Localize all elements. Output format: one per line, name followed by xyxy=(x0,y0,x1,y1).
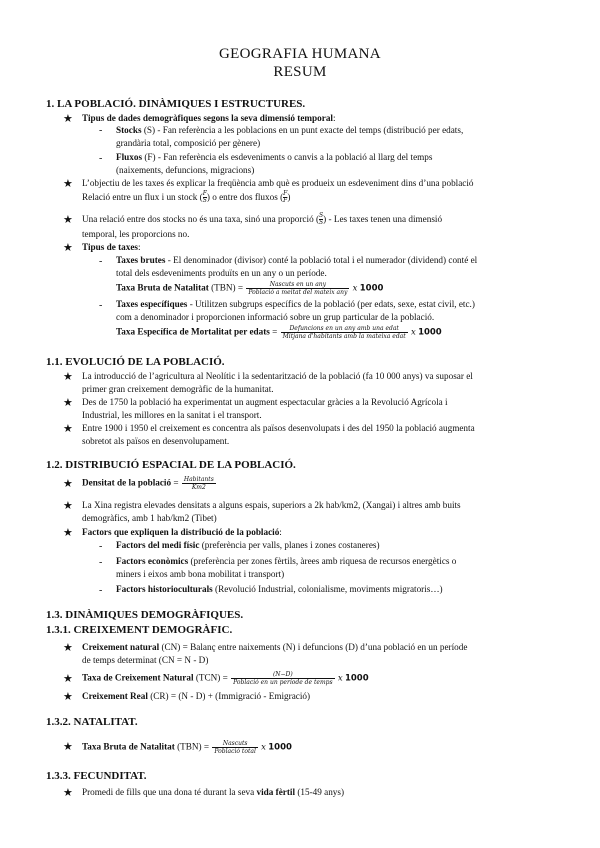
specific-rates-line-2: com a denominador i proporcionen informació sobre un grup particular de la població. xyxy=(116,312,435,322)
dash-bullet-icon: - xyxy=(99,585,103,596)
fraction-f-over-f: $\frac{F}{F}$ xyxy=(283,190,288,205)
taxes-objective-line-1: L’objectiu de les taxes és explicar la freqüència amb què es produeix un esdeveniment dins d’una població xyxy=(82,178,474,188)
section-1-3-2-heading: 1.3.2. NATALITAT. xyxy=(46,716,138,728)
economic-factors-line-2: miners i eixos amb bona mobilitat i transport) xyxy=(116,569,285,579)
factors-heading: Factors que expliquen la distribució de la població: xyxy=(82,527,282,537)
document-title: GEOGRAFIA HUMANA xyxy=(219,46,381,62)
tbn-formula: Taxa Bruta de Natalitat (TBN) = $\frac{\text{Nascuts en un any}}{\text{Població a meitat del mateix any}}$ x 1000 xyxy=(116,281,384,296)
star-bullet-icon: ★ xyxy=(63,500,73,512)
star-bullet-icon: ★ xyxy=(63,397,73,409)
star-bullet-icon: ★ xyxy=(63,478,73,490)
dash-bullet-icon: - xyxy=(99,153,103,164)
stocks-line-1: Stocks (S) - Fan referència a les poblacions en un punt exacte del temps (distribució per edats, xyxy=(116,125,464,135)
stocks-line-2: grandària total, composició per gènere) xyxy=(116,138,261,148)
section-1-3-heading: 1.3. DINÀMIQUES DEMOGRÀFIQUES. xyxy=(46,609,244,621)
star-bullet-icon: ★ xyxy=(63,178,73,190)
star-bullet-icon: ★ xyxy=(63,691,73,703)
dash-bullet-icon: - xyxy=(99,256,103,267)
star-bullet-icon: ★ xyxy=(63,787,73,799)
star-bullet-icon: ★ xyxy=(63,214,73,226)
section-1-3-3-heading: 1.3.3. FECUNDITAT. xyxy=(46,770,147,782)
dash-bullet-icon: - xyxy=(99,125,103,136)
real-growth: Creixement Real (CR) = (N - D) + (Immigració - Emigració) xyxy=(82,691,311,701)
star-bullet-icon: ★ xyxy=(63,741,73,753)
star-bullet-icon: ★ xyxy=(63,371,73,383)
tbn2-formula: Taxa Bruta de Natalitat (TBN) = $\frac{\text{Nascuts}}{\text{Població total}}$ x 1000 xyxy=(82,740,292,755)
evolution-p1-line-1: La introducció de l’agricultura al Neolític i la sedentarització de la població (fa 10 000 anys) va suposar el xyxy=(82,371,473,381)
star-bullet-icon: ★ xyxy=(63,113,73,125)
china-line-2: demogràfics, amb 1 hab/km2 (Tibet) xyxy=(82,513,217,523)
star-bullet-icon: ★ xyxy=(63,527,73,539)
economic-factors-line-1: Factors econòmics (preferència per zones fèrtils, àrees amb riquesa de recursos energètics o xyxy=(116,556,457,566)
section-1-3-1-heading: 1.3.1. CREIXEMENT DEMOGRÀFIC. xyxy=(46,624,233,636)
tcn-formula: Taxa de Creixement Natural (TCN) = $\frac{(N-D)}{\text{Població en un període de temps}}$ x 1000 xyxy=(82,671,369,686)
natural-growth-line-1: Creixement natural (CN) = Balanç entre naixements (N) i defuncions (D) d’una població en un període xyxy=(82,642,468,652)
taxes-objective-line-2: Relació entre un flux i un stock ( $\frac{F}{S}$ ) o entre dos fluxos ( $\frac{F}{F}$ ) xyxy=(82,190,291,205)
proportion-line-1: Una relació entre dos stocks no és una taxa, sinó una proporció ( $\frac{S}{S}$ ) - Les taxes tenen una dimensió xyxy=(82,212,443,227)
dash-bullet-icon: - xyxy=(99,557,103,568)
tem-formula: Taxa Específica de Mortalitat per edats = $\frac{\text{Defuncions en un any amb una edat}}{\text{Mitjana d'habitants amb la mateixa edat}}$ x 1000 xyxy=(116,325,442,340)
star-bullet-icon: ★ xyxy=(63,242,73,254)
evolution-p2-line-1: Des de 1750 la població ha experimentat un augment espectacular gràcies a la Revolució Agrícola i xyxy=(82,397,448,407)
dash-bullet-icon: - xyxy=(99,300,103,311)
density-formula: Densitat de la població = $\frac{\text{Habitants}}{Km2}$ xyxy=(82,476,214,491)
fraction-f-over-s: $\frac{F}{S}$ xyxy=(202,190,207,205)
china-line-1: La Xina registra elevades densitats a alguns espais, superiors a 2k hab/km2, (Xangai) i altres amb buits xyxy=(82,500,461,510)
natural-growth-line-2: de temps determinat (CN = N - D) xyxy=(82,655,209,665)
physical-factors: Factors del medi físic (preferència per valls, planes i zones costaneres) xyxy=(116,540,380,550)
bullet-rate-types: Tipus de taxes: xyxy=(82,242,141,252)
evolution-p3-line-2: sobretot als països en desenvolupament. xyxy=(82,436,230,446)
fluxos-line-2: (naixements, defuncions, migracions) xyxy=(116,165,255,175)
star-bullet-icon: ★ xyxy=(63,642,73,654)
dash-bullet-icon: - xyxy=(99,541,103,552)
historical-factors: Factors historioculturals (Revolució Industrial, colonialisme, moviments migratoris…) xyxy=(116,584,443,594)
evolution-p2-line-2: Industrial, les millores en la sanitat i el transport. xyxy=(82,410,262,420)
gross-rates-line-2: total dels esdeveniments produïts en un any o un període. xyxy=(116,268,327,278)
proportion-line-2: temporal, les proporcions no. xyxy=(82,229,190,239)
specific-rates-line-1: Taxes específiques - Utilitzen subgrups específics de la població (per edats, sexe, estat civil, etc.) xyxy=(116,299,475,309)
section-1-2-heading: 1.2. DISTRIBUCIÓ ESPACIAL DE LA POBLACIÓ. xyxy=(46,459,296,471)
bullet-data-types: Tipus de dades demogràfiques segons la seva dimensió temporal: xyxy=(82,113,336,123)
section-1-1-heading: 1.1. EVOLUCIÓ DE LA POBLACIÓ. xyxy=(46,356,225,368)
section-1-heading: 1. LA POBLACIÓ. DINÀMIQUES I ESTRUCTURES. xyxy=(46,98,306,110)
gross-rates-line-1: Taxes brutes - El denominador (divisor) conté la població total i el numerador (dividend) conté el xyxy=(116,255,478,265)
evolution-p1-line-2: primer gran creixement demogràfic de la humanitat. xyxy=(82,384,274,394)
fertility-definition: Promedi de fills que una dona té durant la seva vida fèrtil (15-49 anys) xyxy=(82,787,345,797)
fraction-s-over-s: $\frac{S}{S}$ xyxy=(319,212,324,227)
star-bullet-icon: ★ xyxy=(63,423,73,435)
document-subtitle: RESUM xyxy=(273,64,327,80)
fluxos-line-1: Fluxos (F) - Fan referència els esdeveniments o canvis a la població al llarg del temps xyxy=(116,152,433,162)
star-bullet-icon: ★ xyxy=(63,673,73,685)
evolution-p3-line-1: Entre 1900 i 1950 el creixement es concentra als països desenvolupats i des del 1950 la població augmenta xyxy=(82,423,475,433)
